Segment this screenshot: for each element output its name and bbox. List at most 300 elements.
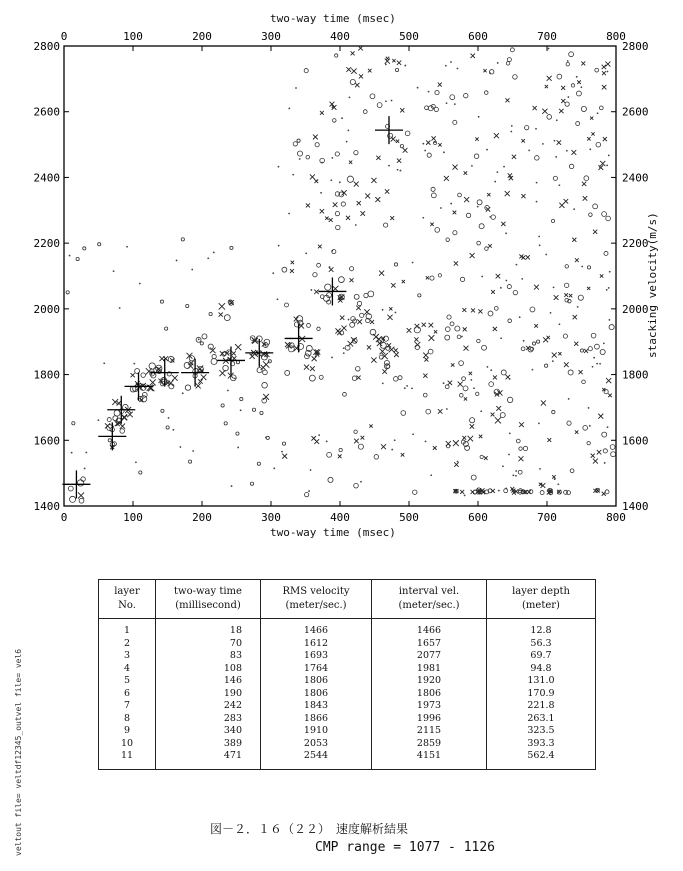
semblance-cross xyxy=(558,352,561,355)
semblance-cross xyxy=(547,438,551,442)
semblance-cross xyxy=(290,269,294,273)
semblance-cross xyxy=(605,62,610,67)
semblance-cross xyxy=(534,285,539,290)
x-tick-label-bottom: 500 xyxy=(399,511,419,524)
semblance-cross xyxy=(602,85,607,90)
semblance-dot xyxy=(428,91,430,93)
semblance-dot xyxy=(503,166,505,168)
semblance-cross xyxy=(390,216,394,220)
semblance-cross xyxy=(422,323,426,327)
semblance-circle xyxy=(453,231,457,235)
semblance-dot xyxy=(464,495,466,497)
semblance-cross xyxy=(487,193,490,196)
semblance-circle xyxy=(457,335,461,339)
x-tick-label-bottom: 100 xyxy=(123,511,143,524)
semblance-circle xyxy=(569,52,574,57)
semblance-cross xyxy=(325,217,328,220)
semblance-cross xyxy=(583,196,588,201)
cell-time: 190 xyxy=(156,688,261,701)
semblance-circle xyxy=(450,322,454,326)
cell-time: 70 xyxy=(156,638,261,651)
semblance-circle xyxy=(224,315,230,321)
cell-time: 146 xyxy=(156,675,261,688)
semblance-circle xyxy=(587,266,590,269)
semblance-cross xyxy=(591,132,594,135)
semblance-circle xyxy=(108,439,111,442)
semblance-circle xyxy=(224,422,227,425)
semblance-circle xyxy=(370,94,375,99)
semblance-cross xyxy=(462,436,466,440)
table-row xyxy=(99,650,596,663)
semblance-circle xyxy=(236,432,239,435)
cell-interval: 4151 xyxy=(372,750,487,769)
semblance-dot xyxy=(305,252,307,254)
semblance-circle xyxy=(519,447,522,450)
semblance-cross xyxy=(219,312,223,316)
semblance-circle xyxy=(401,411,406,416)
semblance-dot xyxy=(391,449,393,451)
semblance-circle xyxy=(571,84,574,87)
semblance-cross xyxy=(371,178,376,183)
semblance-circle xyxy=(445,327,450,332)
semblance-dot xyxy=(227,390,229,392)
semblance-dot xyxy=(443,382,445,384)
semblance-cross xyxy=(397,159,401,163)
semblance-dot xyxy=(119,307,121,309)
semblance-cross xyxy=(526,255,530,259)
semblance-dot xyxy=(113,270,115,272)
semblance-dot xyxy=(589,148,591,150)
semblance-dot xyxy=(308,490,310,492)
semblance-dot xyxy=(608,155,610,157)
semblance-dot xyxy=(538,422,540,424)
cell-layer: 8 xyxy=(99,713,156,726)
semblance-cross xyxy=(356,306,361,311)
semblance-dot xyxy=(576,76,578,78)
semblance-circle xyxy=(566,62,569,65)
semblance-cross xyxy=(593,230,597,234)
semblance-cross xyxy=(232,351,236,355)
semblance-dot xyxy=(440,207,442,209)
y-tick-label-right: 2000 xyxy=(622,302,649,316)
semblance-circle xyxy=(485,205,489,209)
header-interval-line1: interval vel. xyxy=(398,586,460,597)
semblance-circle xyxy=(494,306,498,310)
semblance-circle xyxy=(383,223,387,227)
semblance-cross xyxy=(488,244,492,248)
semblance-cross xyxy=(598,414,603,419)
semblance-dot xyxy=(397,169,399,171)
semblance-dot xyxy=(277,298,279,300)
semblance-circle xyxy=(567,421,571,425)
semblance-cross xyxy=(496,274,501,279)
semblance-circle xyxy=(610,445,615,450)
y-tick-label-right: 2400 xyxy=(622,171,649,185)
semblance-dot xyxy=(411,387,413,389)
semblance-circle xyxy=(341,202,345,206)
semblance-dot xyxy=(481,276,483,278)
semblance-circle xyxy=(282,442,285,445)
semblance-dot xyxy=(318,434,320,436)
semblance-cross xyxy=(471,54,475,58)
cell-layer: 1 xyxy=(99,619,156,638)
semblance-dot xyxy=(446,102,448,104)
header-layer-line1: layer xyxy=(114,586,140,597)
semblance-cross xyxy=(496,406,501,411)
semblance-cross xyxy=(426,276,429,279)
semblance-circle xyxy=(354,430,357,433)
semblance-dot xyxy=(97,419,99,421)
semblance-dot xyxy=(542,143,544,145)
semblance-cross xyxy=(401,453,405,457)
cell-depth: 94.8 xyxy=(487,663,596,676)
table-row xyxy=(99,619,596,638)
semblance-dot xyxy=(360,481,362,483)
semblance-dot xyxy=(103,362,105,364)
semblance-circle xyxy=(394,263,397,266)
semblance-dot xyxy=(550,312,552,314)
semblance-circle xyxy=(455,326,460,331)
semblance-dot xyxy=(545,254,547,256)
semblance-circle xyxy=(313,273,317,277)
semblance-cross xyxy=(291,261,294,264)
semblance-circle xyxy=(479,224,484,229)
semblance-circle xyxy=(200,342,203,345)
semblance-dot xyxy=(470,379,472,381)
semblance-circle xyxy=(485,247,489,251)
semblance-dot xyxy=(180,446,182,448)
semblance-cross xyxy=(196,383,201,388)
semblance-circle xyxy=(335,152,339,156)
semblance-circle xyxy=(565,102,569,106)
semblance-cross xyxy=(163,356,168,361)
semblance-circle xyxy=(504,489,508,493)
semblance-cross xyxy=(446,441,451,446)
table-row xyxy=(99,725,596,738)
semblance-circle xyxy=(551,219,554,222)
semblance-cross xyxy=(577,80,581,84)
semblance-cross xyxy=(359,74,363,78)
semblance-dot xyxy=(486,149,488,151)
semblance-cross xyxy=(312,356,317,361)
semblance-cross xyxy=(471,308,475,312)
semblance-circle xyxy=(202,334,207,339)
semblance-dot xyxy=(240,409,242,411)
semblance-cross xyxy=(379,271,384,276)
semblance-cross xyxy=(564,293,568,297)
layer-table xyxy=(98,579,596,770)
x-tick-label-bottom: 300 xyxy=(261,511,281,524)
semblance-circle xyxy=(305,493,309,497)
semblance-dot xyxy=(288,108,290,110)
semblance-dot xyxy=(133,363,135,365)
cell-depth: 69.7 xyxy=(487,650,596,663)
semblance-cross xyxy=(554,295,559,300)
semblance-circle xyxy=(463,386,468,391)
semblance-dot xyxy=(273,467,275,469)
semblance-circle xyxy=(521,347,525,351)
semblance-cross xyxy=(606,378,611,383)
semblance-dot xyxy=(168,417,170,419)
semblance-dot xyxy=(539,468,541,470)
semblance-circle xyxy=(445,335,450,340)
semblance-circle xyxy=(268,360,271,363)
semblance-dot xyxy=(502,465,504,467)
semblance-cross xyxy=(423,353,428,358)
semblance-circle xyxy=(263,370,268,375)
semblance-cross xyxy=(369,424,372,427)
semblance-circle xyxy=(282,267,287,272)
semblance-circle xyxy=(563,334,567,338)
semblance-circle xyxy=(186,304,189,307)
semblance-dot xyxy=(278,166,280,168)
semblance-dot xyxy=(511,125,513,127)
semblance-dot xyxy=(446,408,448,410)
semblance-points xyxy=(66,46,616,503)
semblance-cross xyxy=(329,267,334,272)
semblance-cross xyxy=(389,307,392,310)
semblance-circle xyxy=(379,355,383,359)
semblance-dot xyxy=(599,363,601,365)
semblance-circle xyxy=(223,365,229,371)
y-tick-label-right: 1600 xyxy=(622,434,649,448)
semblance-circle xyxy=(240,397,243,400)
semblance-circle xyxy=(518,470,522,474)
semblance-dot xyxy=(521,278,523,280)
semblance-circle xyxy=(66,291,69,294)
semblance-cross xyxy=(561,99,565,103)
header-depth-line1: layer depth xyxy=(512,586,570,597)
semblance-circle xyxy=(327,452,332,457)
semblance-cross xyxy=(521,256,525,260)
semblance-dot xyxy=(548,48,550,50)
semblance-dot xyxy=(172,429,174,431)
semblance-cross xyxy=(533,106,537,110)
semblance-circle xyxy=(535,156,540,161)
semblance-cross xyxy=(495,417,501,423)
y-tick-label-right: 1400 xyxy=(622,500,649,513)
semblance-circle xyxy=(70,496,76,502)
semblance-dot xyxy=(135,461,137,463)
semblance-dot xyxy=(422,217,424,219)
semblance-dot xyxy=(515,470,517,472)
semblance-dot xyxy=(310,289,312,291)
semblance-circle xyxy=(552,410,555,413)
semblance-cross xyxy=(602,71,606,75)
semblance-circle xyxy=(307,323,311,327)
semblance-dot xyxy=(567,96,569,98)
cell-interval: 2115 xyxy=(372,725,487,738)
table-row xyxy=(99,738,596,751)
semblance-circle xyxy=(413,490,417,494)
semblance-cross xyxy=(368,69,372,73)
semblance-dot xyxy=(450,61,452,63)
semblance-circle xyxy=(211,359,217,365)
semblance-circle xyxy=(114,410,120,416)
semblance-circle xyxy=(513,75,518,80)
bottom-axis-title: two-way time (msec) xyxy=(270,526,396,539)
x-tick-label-bottom: 800 xyxy=(606,511,626,524)
semblance-cross xyxy=(338,454,342,458)
semblance-dot xyxy=(191,269,193,271)
semblance-circle xyxy=(596,142,601,147)
semblance-cross xyxy=(591,454,595,458)
semblance-cross xyxy=(575,430,578,433)
semblance-circle xyxy=(377,103,382,108)
y-tick-label-left: 2200 xyxy=(33,237,60,251)
cell-rms: 1806 xyxy=(261,675,372,688)
semblance-circle xyxy=(430,276,434,280)
semblance-cross xyxy=(433,446,437,450)
semblance-dot xyxy=(341,117,343,119)
semblance-cross xyxy=(603,137,607,141)
semblance-circle xyxy=(160,300,163,303)
semblance-cross xyxy=(505,191,510,196)
semblance-circle xyxy=(166,426,169,429)
semblance-cross xyxy=(584,349,588,353)
semblance-circle xyxy=(418,294,421,297)
velocity-pick-cross xyxy=(125,372,153,400)
semblance-circle xyxy=(319,375,323,379)
velocity-pick-cross xyxy=(285,324,313,352)
semblance-cross xyxy=(569,294,572,297)
header-interval-line2: (meter/sec.) xyxy=(398,600,460,611)
semblance-dot xyxy=(330,179,332,181)
semblance-circle xyxy=(431,193,436,198)
semblance-dot xyxy=(480,410,482,412)
semblance-cross xyxy=(597,450,601,454)
semblance-cross xyxy=(478,309,482,313)
semblance-circle xyxy=(425,106,429,110)
semblance-cross xyxy=(360,211,365,216)
semblance-dot xyxy=(192,450,194,452)
semblance-dot xyxy=(508,454,510,456)
semblance-circle xyxy=(578,295,583,300)
semblance-dot xyxy=(577,306,579,308)
semblance-dot xyxy=(320,192,322,194)
semblance-cross xyxy=(385,59,390,64)
semblance-circle xyxy=(589,213,593,217)
cell-time: 340 xyxy=(156,725,261,738)
semblance-circle xyxy=(450,95,455,100)
semblance-dot xyxy=(234,377,236,379)
semblance-circle xyxy=(374,455,379,460)
semblance-dot xyxy=(557,483,559,485)
semblance-cross xyxy=(172,375,178,381)
semblance-circle xyxy=(336,225,340,229)
semblance-cross xyxy=(501,222,505,226)
semblance-circle xyxy=(435,90,439,94)
semblance-dot xyxy=(400,170,402,172)
semblance-circle xyxy=(435,228,440,233)
semblance-cross xyxy=(354,439,359,444)
semblance-dot xyxy=(71,452,73,454)
header-layer-line2: No. xyxy=(118,600,136,611)
y-tick-label-left: 2600 xyxy=(33,105,60,119)
table-row xyxy=(99,663,596,676)
semblance-circle xyxy=(580,349,583,352)
cell-interval: 1657 xyxy=(372,638,487,651)
semblance-circle xyxy=(523,446,527,450)
semblance-dot xyxy=(473,387,475,389)
semblance-circle xyxy=(525,125,529,129)
semblance-cross xyxy=(397,61,401,65)
side-note: veltout file= veltdf12345_outvel file= vel6 xyxy=(14,648,23,856)
semblance-circle xyxy=(569,164,573,168)
semblance-dot xyxy=(573,208,575,210)
semblance-cross xyxy=(357,319,362,324)
cell-time: 283 xyxy=(156,713,261,726)
semblance-dot xyxy=(343,352,345,354)
cell-layer: 2 xyxy=(99,638,156,651)
semblance-cross xyxy=(491,413,495,417)
cell-depth: 56.3 xyxy=(487,638,596,651)
semblance-cross xyxy=(573,315,577,319)
semblance-cross xyxy=(201,374,207,380)
semblance-circle xyxy=(474,154,479,159)
semblance-dot xyxy=(265,437,267,439)
semblance-circle xyxy=(343,392,347,396)
semblance-dot xyxy=(457,461,459,463)
semblance-dot xyxy=(568,398,570,400)
semblance-cross xyxy=(400,108,404,112)
semblance-circle xyxy=(423,393,427,397)
semblance-circle xyxy=(98,243,101,246)
semblance-circle xyxy=(506,62,510,66)
semblance-circle xyxy=(593,204,598,209)
semblance-dot xyxy=(523,340,525,342)
semblance-circle xyxy=(285,303,289,307)
semblance-cross xyxy=(557,140,561,144)
semblance-circle xyxy=(189,460,192,463)
semblance-circle xyxy=(466,213,470,217)
cell-layer: 5 xyxy=(99,675,156,688)
semblance-cross xyxy=(355,83,359,87)
semblance-circle xyxy=(453,120,457,124)
semblance-cross xyxy=(470,253,475,258)
semblance-dot xyxy=(404,387,406,389)
semblance-cross xyxy=(519,422,524,427)
semblance-cross xyxy=(310,174,315,179)
velocity-pick-cross xyxy=(62,470,90,498)
table-row xyxy=(99,638,596,651)
semblance-cross xyxy=(494,133,499,138)
semblance-dot xyxy=(471,165,473,167)
semblance-dot xyxy=(478,116,480,118)
semblance-dot xyxy=(461,336,463,338)
semblance-dot xyxy=(382,382,384,384)
semblance-dot xyxy=(348,319,350,321)
semblance-dot xyxy=(450,203,452,205)
semblance-cross xyxy=(381,444,386,449)
semblance-circle xyxy=(165,327,168,330)
semblance-cross xyxy=(394,348,398,352)
semblance-circle xyxy=(446,238,450,242)
semblance-dot xyxy=(454,103,456,105)
semblance-cross xyxy=(581,61,585,65)
semblance-circle xyxy=(212,354,216,358)
semblance-cross xyxy=(512,155,516,159)
semblance-dot xyxy=(500,337,502,339)
cell-rms: 1693 xyxy=(261,650,372,663)
semblance-circle xyxy=(488,311,493,316)
semblance-dot xyxy=(292,174,294,176)
semblance-dot xyxy=(385,100,387,102)
semblance-circle xyxy=(516,439,520,443)
semblance-cross xyxy=(370,320,374,324)
semblance-circle xyxy=(427,153,431,157)
semblance-circle xyxy=(252,408,255,411)
